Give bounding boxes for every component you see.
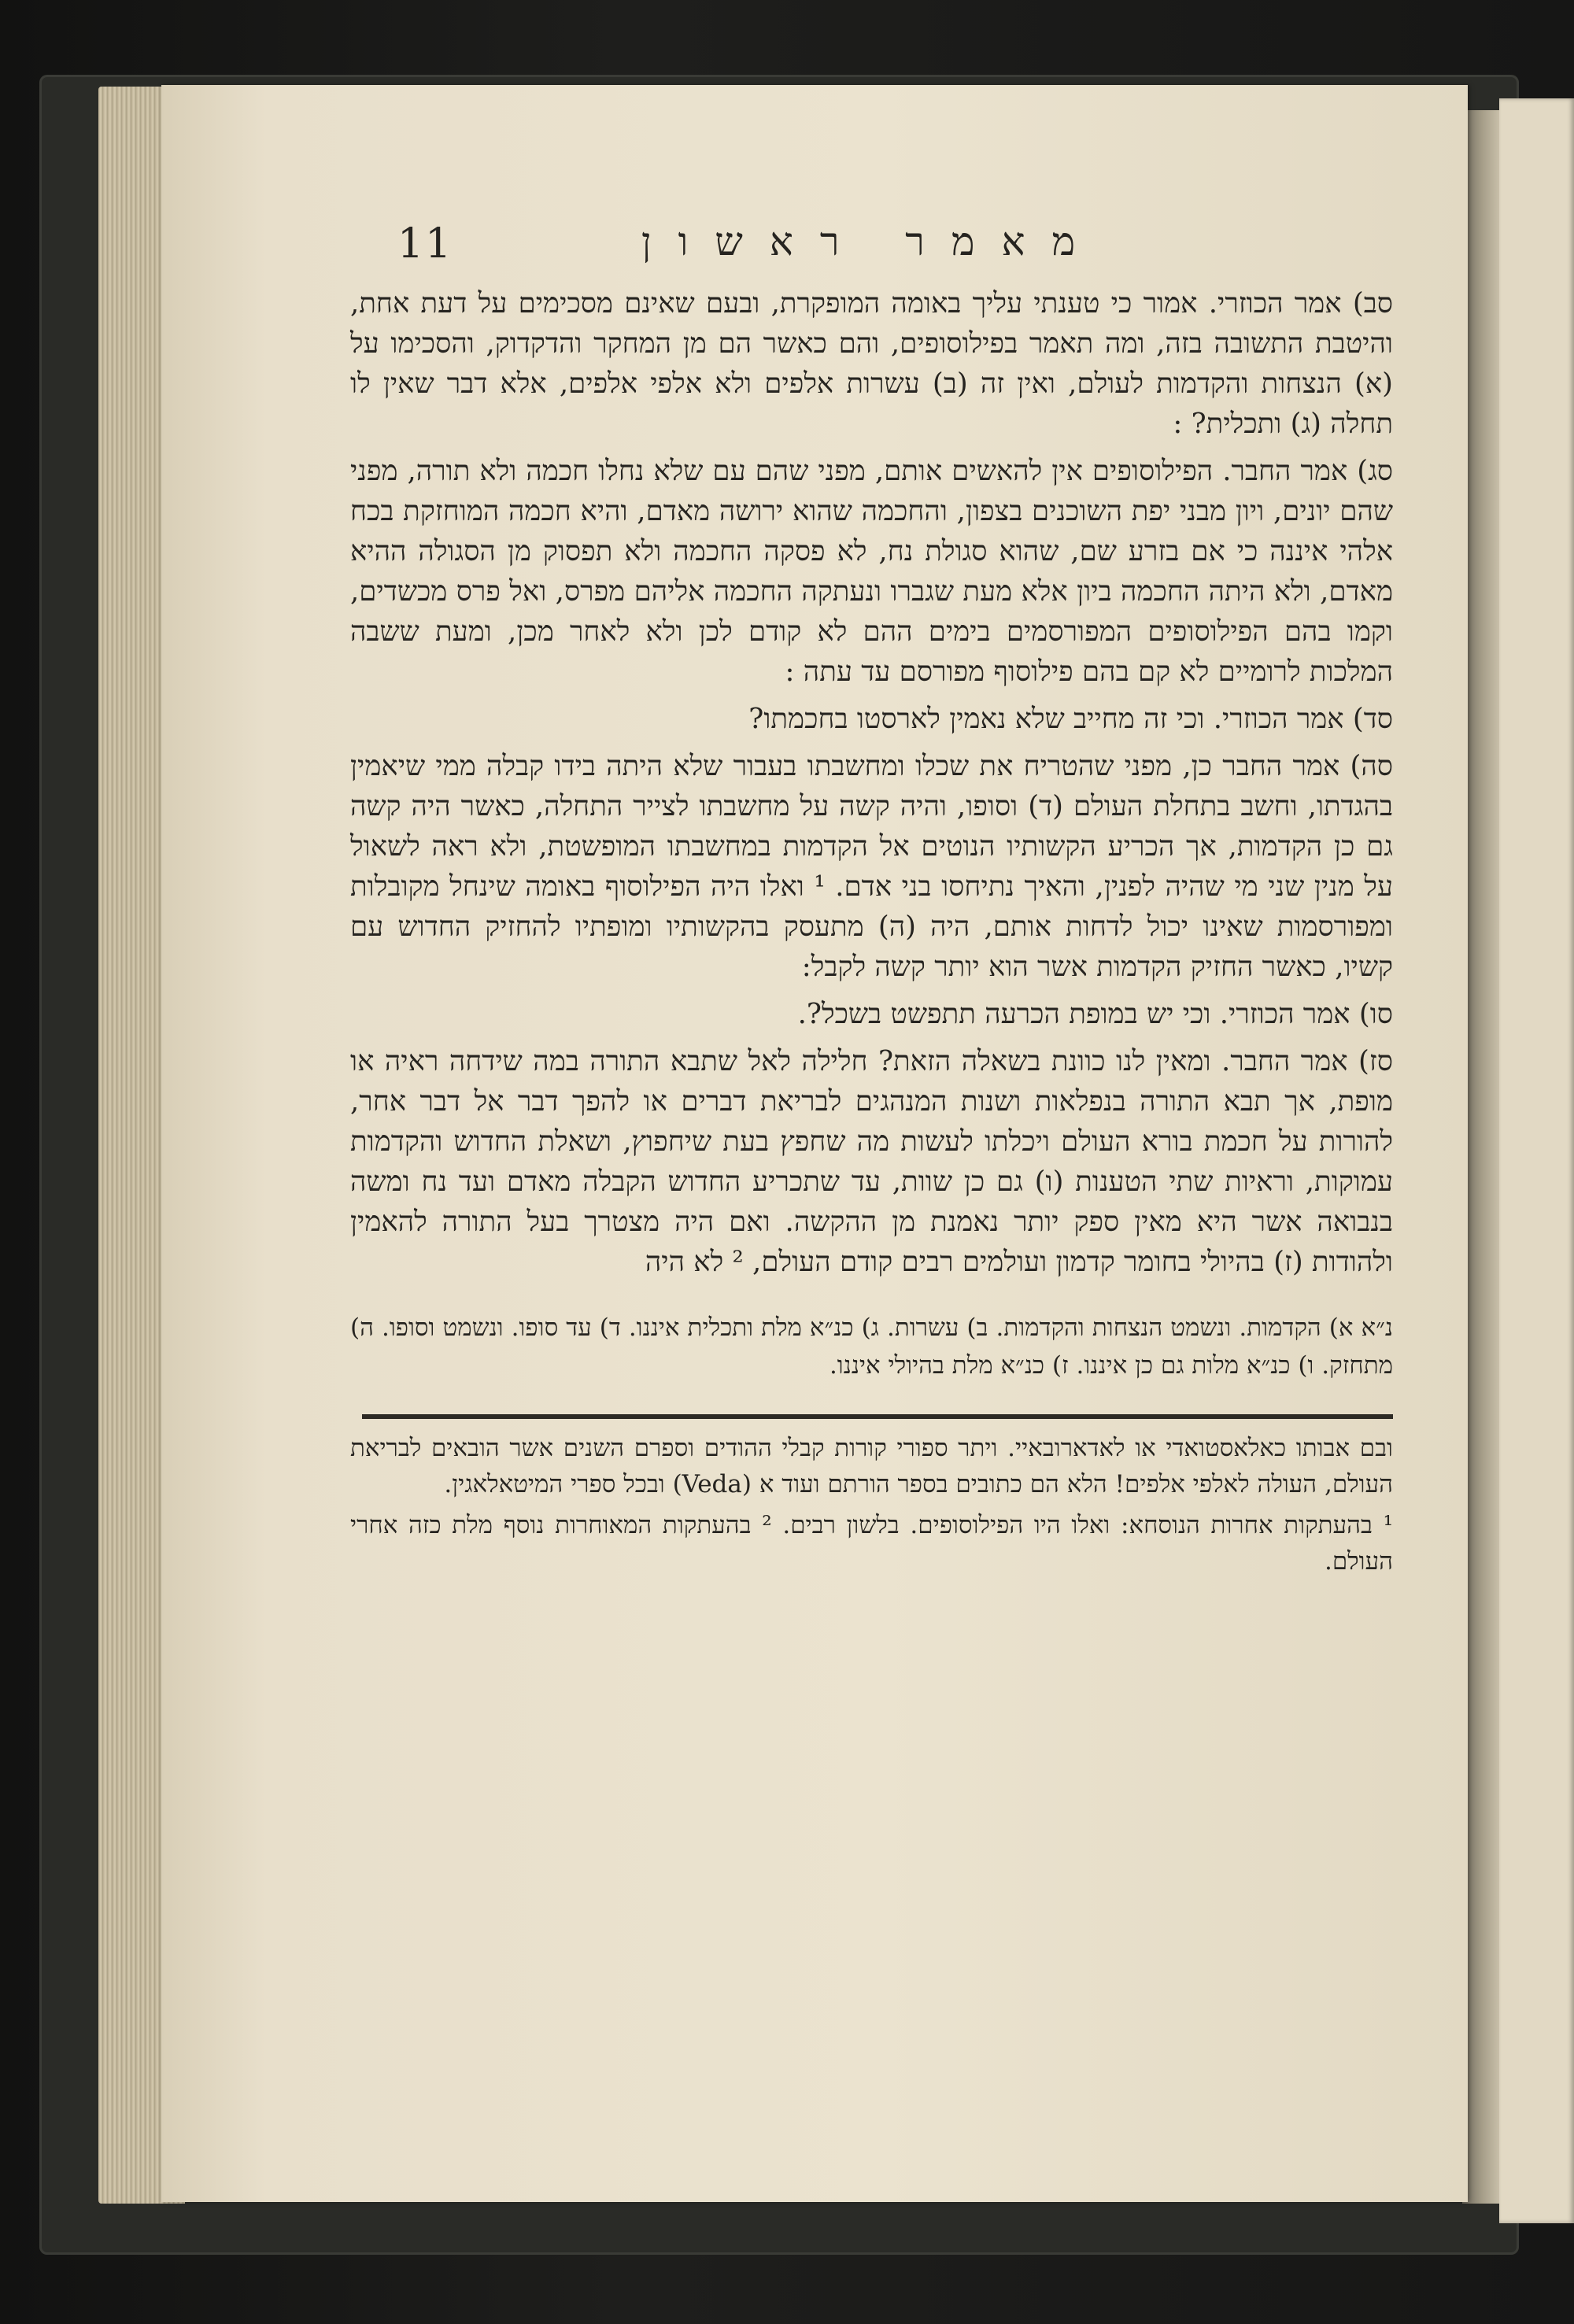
paragraph-65: סה) אמר החבר כן, מפני שהטריח את שכלו ומחשבתו בעבור שלא היתה בידו קבלה ממי שיאמין בהגדתו, וחשב בתחלת העולם (ד) וסופו, והיה קשה על מחשבתו לצייר התחלה, כאשר היה קשה גם כן הקדמות, אך הכריע הקשותיו הנוטים אל הקדמות במחשבתו המופשטת, ולא ראה לשאול על מנין שני מי שהיה לפנין, והאיך נתיחסו בני אדם. ¹ ואלו היה הפילוסוף באומה שינחל מקובלות ומפורסמות שאינו יכול לדחות אותם, היה (ה) מתעסק בהקשותיו ומופתיו להחזיק החדוש עם קשיו, כאשר החזיק הקדמות אשר הוא יותר קשה לקבל: (350, 750, 1393, 983)
paragraph-64: סד) אמר הכוזרי. וכי זה מחייב שלא נאמין לארסטו בחכמתו? (748, 703, 1393, 735)
footnote: ¹ בהעתקות אחרות הנוסחא: ואלו היו הפילוסופים. בלשון רבים. ² בהעתקות המאוחרות נוסף מלת כזה אחרי העולם. (350, 1511, 1393, 1576)
paragraph-66: סו) אמר הכוזרי. וכי יש במופת הכרעה תתפשט בשכל?. (797, 998, 1393, 1030)
facing-page (1499, 98, 1574, 2223)
paragraph-63: סג) אמר החבר. הפילוסופים אין להאשים אותם, מפני שהם עם שלא נחלו חכמה ולא תורה, מפני שהם יונים, ויון מבני יפת השוכנים בצפון, והחכמה שהוא ירושה מאדם, והיא חכמה המוחזקת בכח אלהי איננה כי אם בזרע שם, שהוא סגולת נח, לא פסקה החכמה ולא תפסוק מן הסגולה ההיא מאדם, ולא היתה החכמה ביון אלא מעת שגברו ונעתקה החכמה אליהם מפרס, ואל פרס מכשדים, וקמו בהם הפילוסופים המפורסמים בימים ההם לא קודם לכן ולא לאחר מכן, ומעת ששבה המלכות לרומיים לא קם בהם פילוסוף מפורסם עד עתה : (350, 455, 1393, 688)
paragraph-67: סז) אמר החבר. ומאין לנו כוונת בשאלה הזאת? חלילה לאל שתבא התורה במה שידחה ראיה או מופת, אך תבא התורה בנפלאות ושנות המנהגים לבריאת דברים או להפך דבר אל דבר אחר, להורות על חכמת בורא העולם ויכלתו לעשות מה שחפץ בעת שיחפוץ, ושאלת החדוש והקדמות עמוקות, וראיות שתי הטענות (ו) גם כן שוות, עד שתכריע החדוש הקבלה מאדם ועד נח ומשה בנבואה אשר היא מאין ספק יותר נאמנת מן ההקשה. ואם היה מצטרך בעל התורה להאמין ולהודות (ז) בהיולי בחומר קדמון ועולמים רבים קודם העולם, ² לא היה (350, 1045, 1393, 1278)
page-content (350, 212, 1393, 1584)
variant-readings: נ״א א) הקדמות. ונשמט הנצחות והקדמות. ב) עשרות. ג) כנ״א מלת ותכלית איננו. ד) עד סופו. ונשמט וסופו. ה) מתחזק. ו) כנ״א מלות גם כן איננו. ז) כנ״א מלת בהיולי איננו. (350, 1313, 1393, 1380)
footnotes (350, 1430, 1393, 1580)
book-gutter (1462, 110, 1502, 2204)
running-title: מאמר ראשון (641, 219, 1103, 264)
page-header (350, 212, 1393, 283)
paragraph-62: סב) אמר הכוזרי. אמור כי טענתי עליך באומה המופקרת, ובעם שאינם מסכימים על דעת אחת, והיטבת התשובה בזה, ומה תאמר בפילוסופים, והם כאשר הם מן המחקר והדקדוק, והסכימו על (א) הנצחות והקדמות לעולם, ואין זה (ב) עשרות אלפים ולא אלפי אלפים, אלא דבר שאין לו תחלה (ג) ותכלית? : (350, 287, 1393, 440)
footnote: ובם אבותו כאלאסטואדי או לאדארובאיי. ויתר ספורי קורות קבלי ההודים וספרם השנים אשר הובאים לבריאת העולם, העולה לאלפי אלפים! הלא הם כתובים בספר הורתם ועוד א (Veda) ובכל ספרי המיטאלאגין. (350, 1434, 1393, 1498)
footnote-divider (362, 1414, 1393, 1419)
page-number: 11 (397, 220, 453, 268)
